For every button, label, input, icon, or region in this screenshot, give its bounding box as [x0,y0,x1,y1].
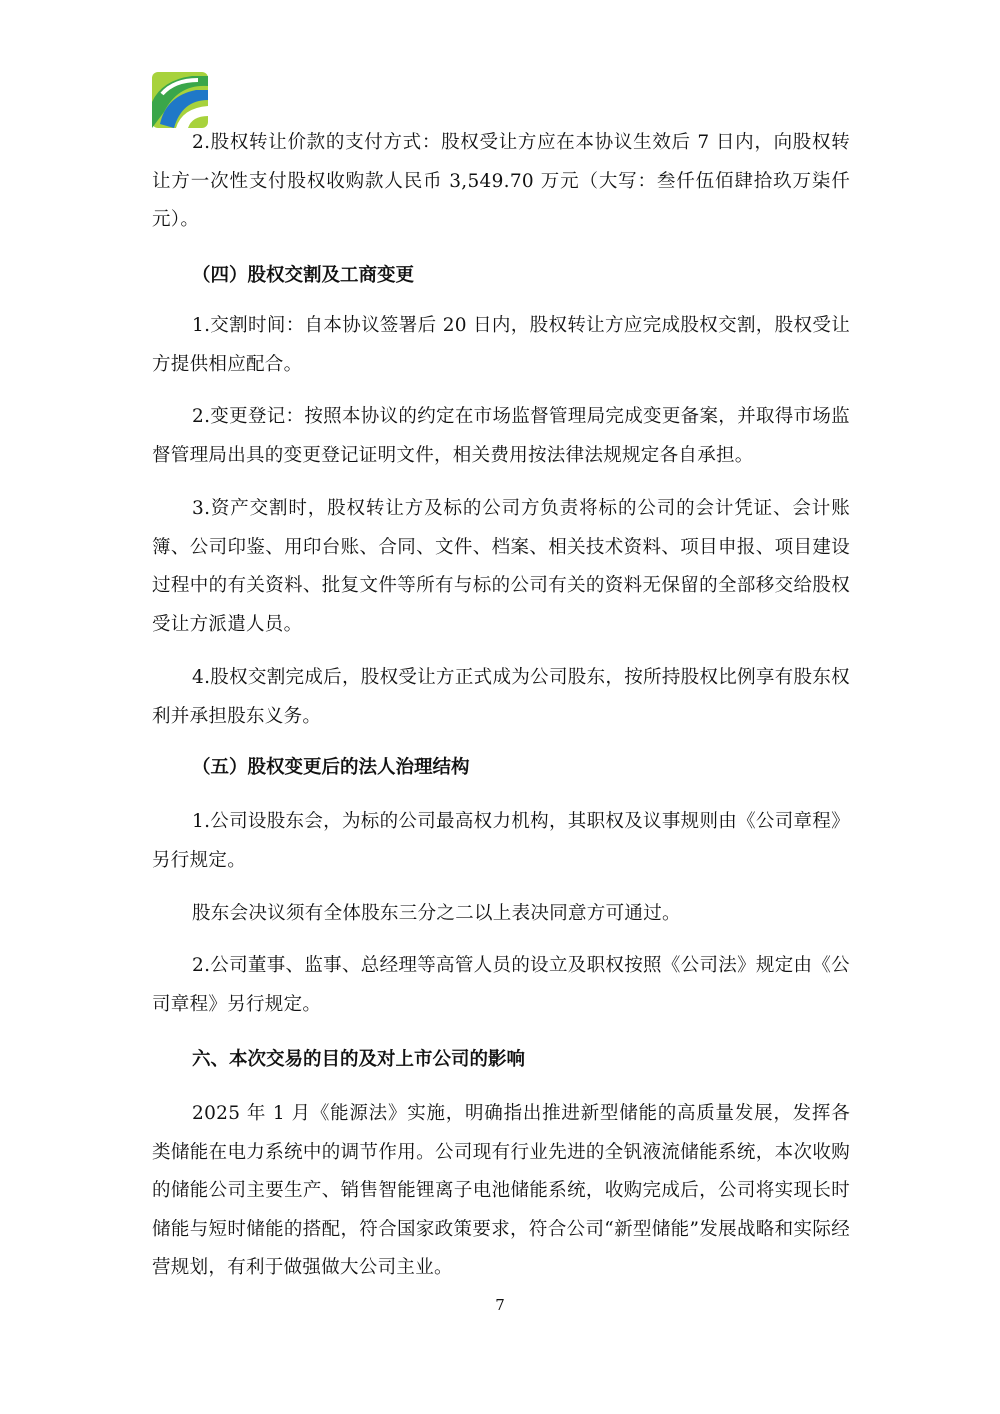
asset-delivery-paragraph: 3.资产交割时，股权转让方及标的公司方负责将标的公司的会计凭证、会计账簿、公司印鉴、用印台账、合同、文件、档案、相关技术资料、项目申报、项目建设过程中的有关资料、批复文件等所有与标的公司有关的资料无保留的全部移交给股权受让方派遣人员。 [152,498,850,635]
payment-method-paragraph: 2.股权转让价款的支付方式：股权受让方应在本协议生效后 7 日内，向股权转让方一次性支付股权收购款人民币 3,549.70 万元（大写：叁仟伍佰肆拾玖万柒仟元）。 [152,132,850,230]
section-heading-purpose: 六、本次交易的目的及对上市公司的影响 [192,1049,526,1070]
shareholders-meeting-paragraph: 1.公司设股东会，为标的公司最高权力机构，其职权及议事规则由《公司章程》另行规定。 [152,811,850,871]
page-number: 7 [495,1296,505,1314]
section-heading-governance: （五）股权变更后的法人治理结构 [192,757,470,778]
section-heading-delivery: （四）股权交割及工商变更 [192,265,415,286]
officers-paragraph: 2.公司董事、监事、总经理等高管人员的设立及职权按照《公司法》规定由《公司章程》另行规定。 [152,955,850,1015]
company-logo [152,72,208,128]
delivery-time-paragraph: 1.交割时间：自本协议签署后 20 日内，股权转让方应完成股权交割，股权受让方提供相应配合。 [152,315,850,375]
shareholder-rights-paragraph: 4.股权交割完成后，股权受让方正式成为公司股东，按所持股权比例享有股东权利并承担股东义务。 [152,667,850,727]
resolution-paragraph: 股东会决议须有全体股东三分之二以上表决同意方可通过。 [192,903,681,924]
change-registration-paragraph: 2.变更登记：按照本协议的约定在市场监督管理局完成变更备案，并取得市场监督管理局出具的变更登记证明文件，相关费用按法律法规规定各自承担。 [152,406,850,466]
logo-icon [152,72,208,128]
purpose-paragraph: 2025 年 1 月《能源法》实施，明确指出推进新型储能的高质量发展，发挥各类储能在电力系统中的调节作用。公司现有行业先进的全钒液流储能系统，本次收购的储能公司主要生产、销售智能锂离子电池储能系统，收购完成后，公司将实现长时储能与短时储能的搭配，符合国家政策要求，符合公司“新型储能”发展战略和实际经营规划，有利于做强做大公司主业。 [152,1103,850,1278]
